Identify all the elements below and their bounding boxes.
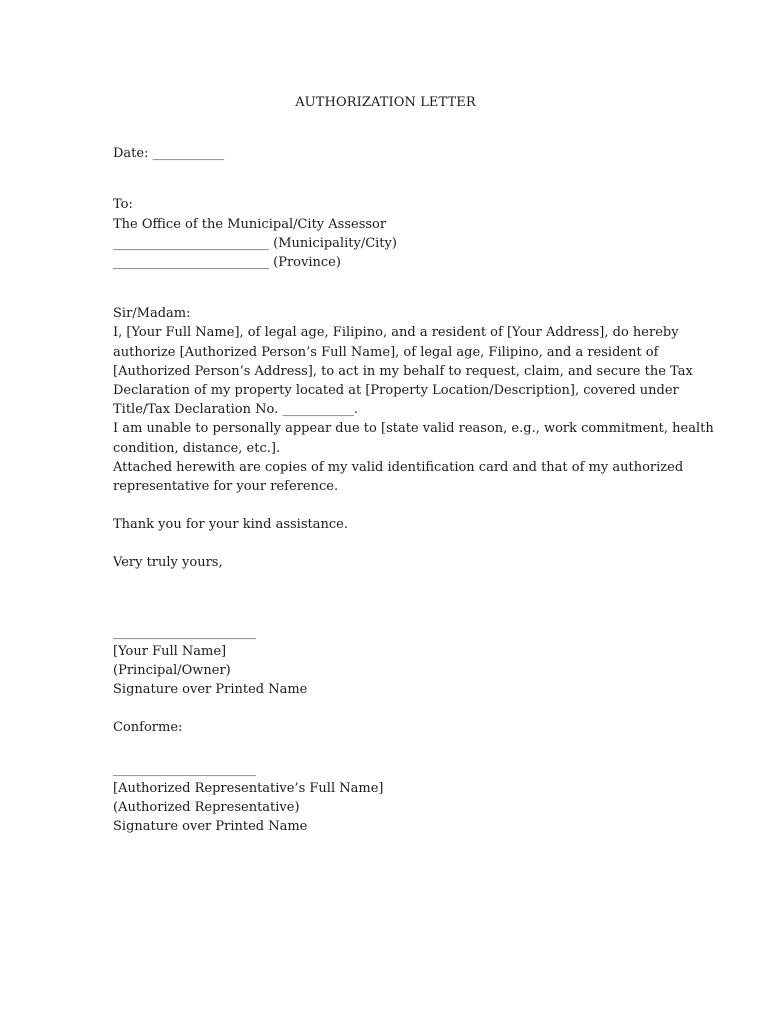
- office-line: The Office of the Municipal/City Assessor: [113, 216, 387, 232]
- province-line: ________________________ (Province): [113, 255, 341, 271]
- body-paragraph-2: [113, 419, 714, 457]
- body-paragraph-3: [113, 458, 684, 496]
- paragraph-line: [Authorized Person’s Address], to act in my behalf to request, claim, and secure the Tax: [113, 363, 693, 379]
- thanks-line: Thank you for your kind assistance.: [113, 517, 348, 533]
- rep-name: [Authorized Representative’s Full Name]: [113, 780, 384, 796]
- body-paragraph-1: [113, 323, 693, 419]
- principal-signature-line: ______________________: [113, 624, 256, 640]
- letter-body: [113, 93, 714, 836]
- principal-name: [Your Full Name]: [113, 643, 227, 659]
- rep-role: (Authorized Representative): [113, 800, 300, 816]
- salutation: Sir/Madam:: [113, 306, 191, 322]
- conforme-label: Conforme:: [113, 720, 183, 736]
- paragraph-line: Attached herewith are copies of my valid identification card and that of my authorized: [113, 459, 684, 475]
- closing-line: Very truly yours,: [113, 555, 223, 571]
- paragraph-line: representative for your reference.: [113, 479, 339, 495]
- date-line: Date: ___________: [113, 146, 225, 162]
- paragraph-line: condition, distance, etc.].: [113, 440, 281, 456]
- paragraph-line: I, [Your Full Name], of legal age, Filipino, and a resident of [Your Address], do hereby: [113, 325, 679, 341]
- paragraph-line: Declaration of my property located at [Property Location/Description], covered under: [113, 383, 679, 399]
- rep-caption: Signature over Printed Name: [113, 819, 308, 835]
- paragraph-line: I am unable to personally appear due to [state valid reason, e.g., work commitment, health: [113, 421, 714, 437]
- rep-signature-line: ______________________: [113, 761, 256, 777]
- paragraph-line: authorize [Authorized Person’s Full Name], of legal age, Filipino, and a resident of: [113, 344, 659, 360]
- paragraph-line: Title/Tax Declaration No. ___________.: [113, 402, 359, 418]
- principal-role: (Principal/Owner): [113, 663, 231, 679]
- municipality-line: ________________________ (Municipality/City): [113, 235, 397, 251]
- letter-title: AUTHORIZATION LETTER: [295, 95, 476, 110]
- principal-caption: Signature over Printed Name: [113, 682, 308, 698]
- to-label: To:: [113, 197, 133, 213]
